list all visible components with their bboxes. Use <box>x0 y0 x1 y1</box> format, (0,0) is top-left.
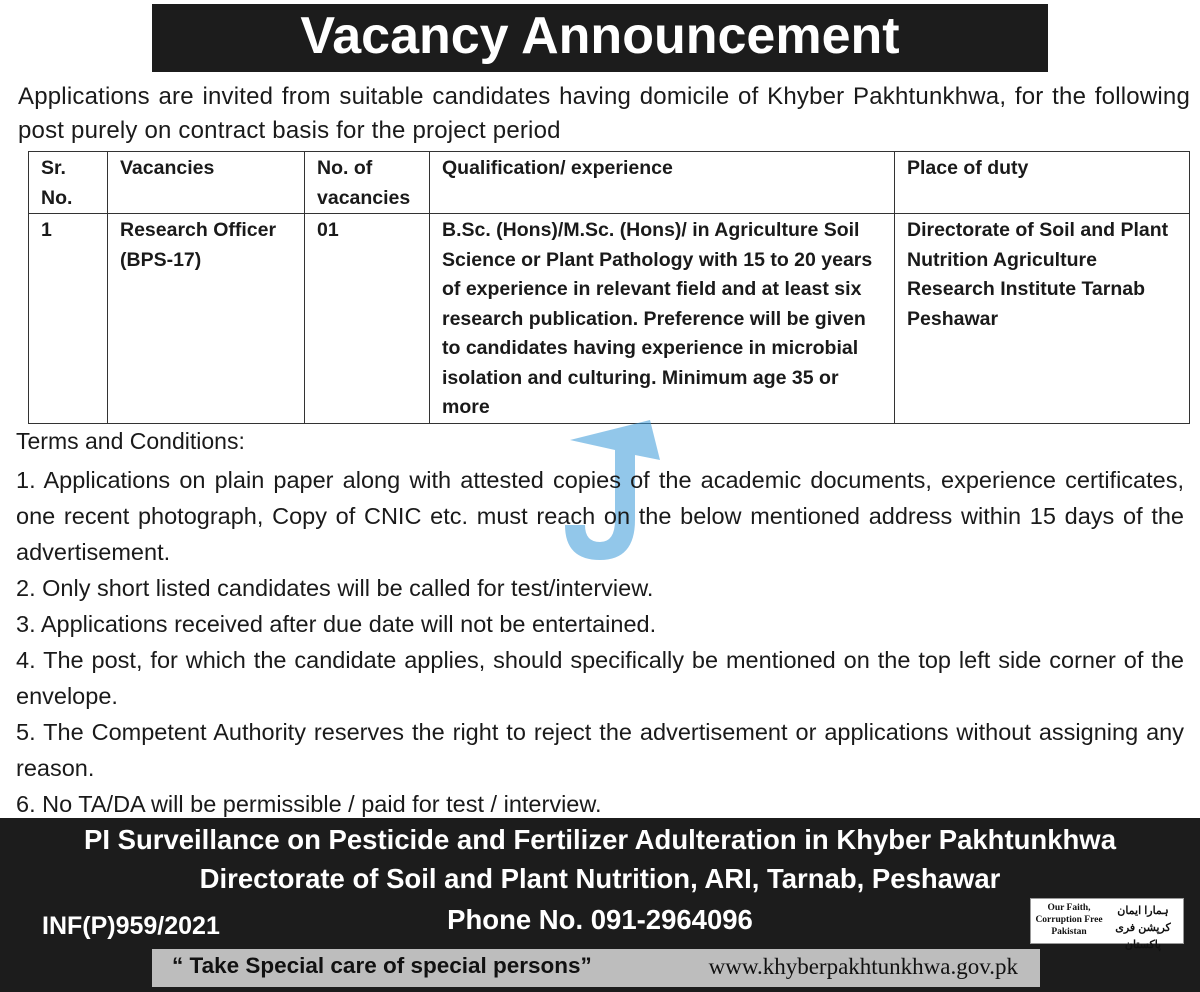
cell-vacancy: Research Officer (BPS-17) <box>108 214 305 424</box>
term-item: 5. The Competent Authority reserves the right to reject the advertisement or applications without assigning any reason. <box>16 719 1184 781</box>
col-place-of-duty: Place of duty <box>895 152 1190 214</box>
special-persons-quote: “ Take Special care of special persons” <box>172 953 592 978</box>
term-item: 2. Only short listed candidates will be called for test/interview. <box>16 575 654 601</box>
terms-heading: Terms and Conditions: <box>16 428 245 454</box>
col-no-of-vacancies: No. of vacancies <box>305 152 430 214</box>
term-item: 1. Applications on plain paper along with attested copies of the academic documents, experience certificates, one recent photograph, Copy of CNIC etc. must reach on the below mentioned address within 15 days of the advertisement. <box>16 467 1184 565</box>
footer-project: PI Surveillance on Pesticide and Fertilizer Adulteration in Khyber Pakhtunkhwa <box>83 824 1116 855</box>
term-item: 3. Applications received after due date will not be entertained. <box>16 611 657 637</box>
table-header-row <box>29 152 1190 214</box>
col-qualification: Qualification/ experience <box>430 152 895 214</box>
cell-count: 01 <box>305 214 430 424</box>
page-title: Vacancy Announcement <box>152 4 1048 72</box>
vacancy-table <box>28 151 1190 424</box>
footer-address: Directorate of Soil and Plant Nutrition, ARI, Tarnab, Peshawar <box>199 863 1001 894</box>
quote-bar <box>152 949 1040 987</box>
footer-phone: Phone No. 091-2964096 <box>447 904 753 935</box>
slogan-english: Our Faith, Corruption Free Pakistan <box>1035 903 1103 937</box>
table-row <box>29 214 1190 424</box>
col-vacancies: Vacancies <box>108 152 305 214</box>
col-sr-no: Sr. No. <box>29 152 108 214</box>
slogan-badge <box>1030 898 1184 951</box>
slogan-urdu: ہمارا ایمان کرپشن فری پاکستان <box>1115 905 1171 951</box>
cell-qualification: B.Sc. (Hons)/M.Sc. (Hons)/ in Agriculture Soil Science or Plant Pathology with 15 to 20 years of experience in relevant field and at least six research publication. Preference will be given to candidates having experience in microbial isolation and culturing. Minimum age 35 or more <box>430 214 895 424</box>
term-item: 6. No TA/DA will be permissible / paid for test / interview. <box>16 791 602 817</box>
intro-paragraph: Applications are invited from suitable candidates having domicile of Khyber Pakhtunkhwa, for the following post purely on contract basis for the project period <box>18 83 1190 144</box>
cell-sr: 1 <box>29 214 108 424</box>
website-url: www.khyberpakhtunkhwa.gov.pk <box>708 954 1018 979</box>
ad-reference: INF(P)959/2021 <box>42 912 220 940</box>
terms-list <box>16 462 1184 822</box>
term-item: 4. The post, for which the candidate applies, should specifically be mentioned on the top left side corner of the envelope. <box>16 647 1184 709</box>
cell-place: Directorate of Soil and Plant Nutrition Agriculture Research Institute Tarnab Peshawar <box>895 214 1190 424</box>
footer-band <box>0 818 1200 992</box>
